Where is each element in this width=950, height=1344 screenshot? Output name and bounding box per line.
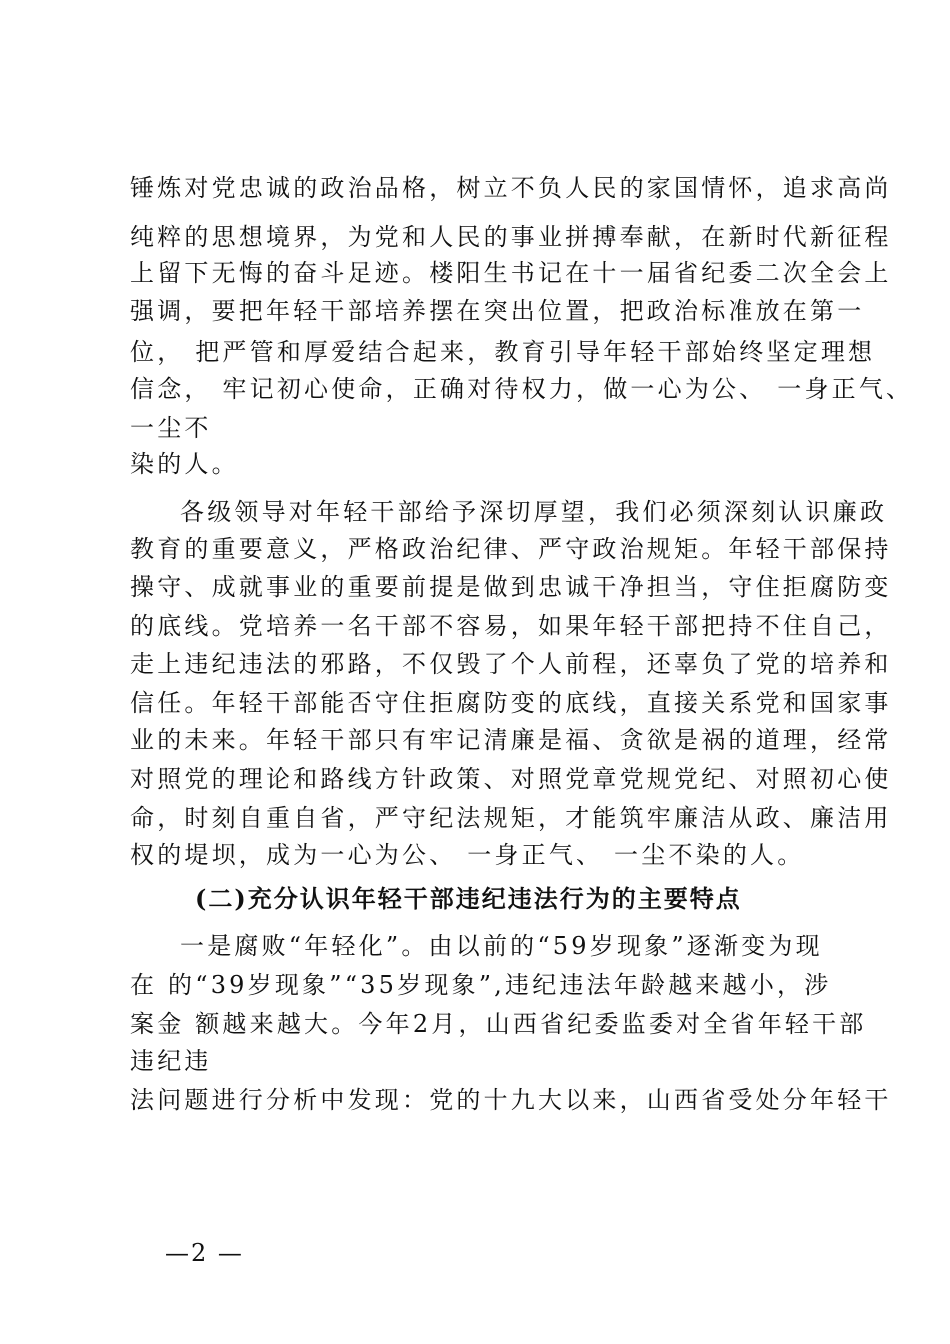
paragraph-2-line-4: 的底线。党培养一名干部不容易，如果年轻干部把持不住自己，: [130, 612, 892, 640]
paragraph-2-line-3: 操守、成就事业的重要前提是做到忠诚干净担当，守住拒腐防变: [130, 573, 892, 601]
paragraph-3-line-5: 法问题进行分析中发现：党的十九大以来，山西省受处分年轻干: [130, 1086, 892, 1114]
paragraph-3-line-4: 违纪违: [130, 1047, 212, 1075]
paragraph-2-line-5: 走上违纪违法的邪路，不仅毁了个人前程，还辜负了党的培养和: [130, 650, 892, 678]
paragraph-1-line-1: 锤炼对党忠诚的政治品格，树立不负人民的家国情怀，追求高尚: [130, 174, 892, 202]
paragraph-1-line-5: 位， 把严管和厚爱结合起来，教育引导年轻干部始终坚定理想: [130, 338, 876, 366]
paragraph-2-line-2: 教育的重要意义，严格政治纪律、严守政治规矩。年轻干部保持: [130, 535, 892, 563]
paragraph-2-line-6: 信任。年轻干部能否守住拒腐防变的底线，直接关系党和国家事: [130, 689, 892, 717]
paragraph-3-line-2: 在 的“39岁现象”“35岁现象”,违纪违法年龄越来越小，涉: [130, 971, 832, 999]
paragraph-3-line-1: 一是腐败“年轻化”。由以前的“59岁现象”逐渐变为现: [180, 932, 823, 960]
paragraph-1-line-8: 染的人。: [130, 450, 239, 478]
paragraph-2-line-7: 业的未来。年轻干部只有牢记清廉是福、贪欲是祸的道理，经常: [130, 726, 892, 754]
paragraph-1-line-6: 信念， 牢记初心使命，正确对待权力，做一心为公、 一身正气、: [130, 375, 914, 403]
paragraph-1-line-7: 一尘不: [130, 414, 212, 442]
paragraph-2-line-1: 各级领导对年轻干部给予深切厚望，我们必须深刻认识廉政: [180, 498, 888, 526]
paragraph-1-line-2: 纯粹的思想境界，为党和人民的事业拼搏奉献，在新时代新征程: [130, 223, 892, 251]
paragraph-1-line-3: 上留下无悔的奋斗足迹。楼阳生书记在十一届省纪委二次全会上: [130, 259, 892, 287]
section-heading: (二)充分认识年轻干部违纪违法行为的主要特点: [195, 884, 742, 913]
page-number: —2 —: [165, 1239, 244, 1267]
paragraph-2-line-9: 命，时刻自重自省，严守纪法规矩，才能筑牢廉洁从政、廉洁用: [130, 804, 892, 832]
paragraph-2-line-8: 对照党的理论和路线方针政策、对照党章党规党纪、对照初心使: [130, 765, 892, 793]
paragraph-3-line-3: 案金 额越来越大。今年2月，山西省纪委监委对全省年轻干部: [130, 1010, 867, 1038]
paragraph-1-line-4: 强调，要把年轻干部培养摆在突出位置，把政治标准放在第一: [130, 297, 865, 325]
paragraph-2-line-10: 权的堤坝，成为一心为公、 一身正气、 一尘不染的人。: [130, 841, 805, 869]
